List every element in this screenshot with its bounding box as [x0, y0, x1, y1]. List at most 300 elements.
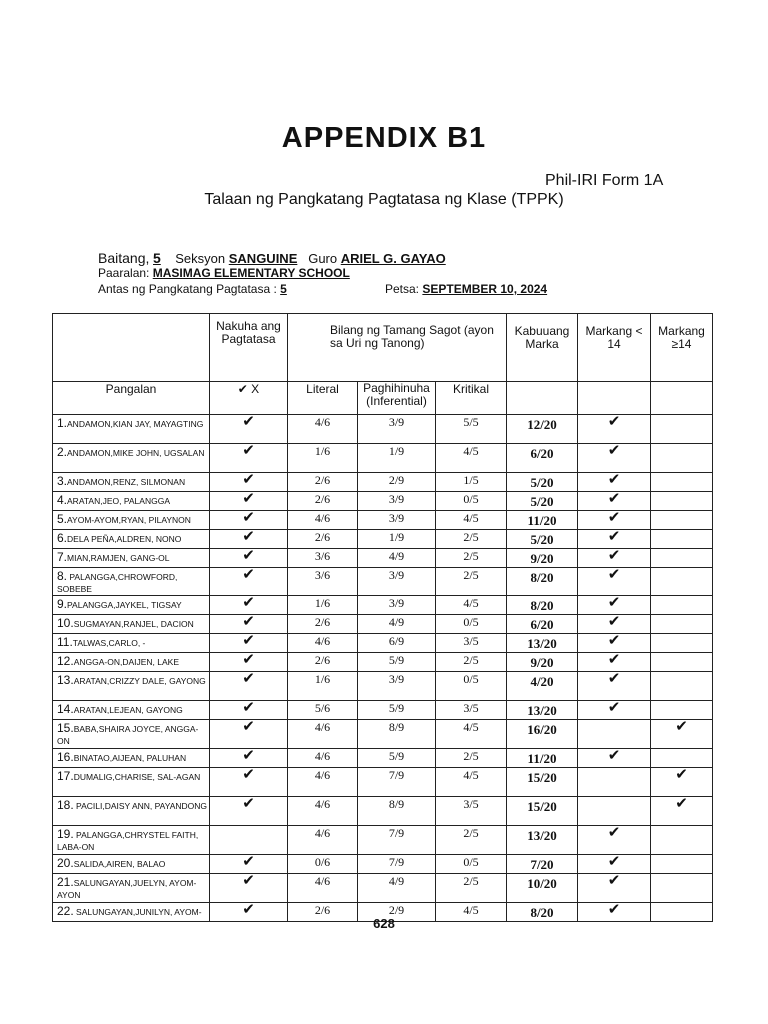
header-bilang: Bilang ng Tamang Sagot (ayon sa Uri ng Tanong): [288, 314, 507, 382]
checkmark-icon: ✔: [242, 547, 255, 564]
nakuha-cell: [210, 568, 288, 596]
inferential-score: 7/9: [358, 826, 436, 855]
student-number: 1.: [57, 416, 68, 430]
checkmark-icon: ✔: [607, 547, 621, 564]
inferential-score: 3/9: [358, 568, 436, 596]
student-number: 15.: [57, 721, 74, 735]
checkmark-icon: ✔: [607, 632, 621, 649]
total-score: 11/20: [507, 511, 578, 530]
total-score: 5/20: [507, 492, 578, 511]
kritikal-score: 4/5: [436, 444, 507, 473]
inferential-score: 1/9: [358, 530, 436, 549]
nakuha-cell: [210, 444, 288, 473]
markang-lt14-cell: [578, 874, 651, 903]
student-number: 10.: [57, 616, 74, 630]
table-row: [53, 615, 713, 634]
literal-score: 4/6: [288, 511, 358, 530]
nakuha-cell: [210, 634, 288, 653]
student-name-cell: [53, 615, 210, 634]
total-score: 6/20: [507, 444, 578, 473]
student-name: PACILI,DAISY ANN, PAYANDONG: [73, 801, 208, 811]
markang-ge14-cell: [651, 855, 713, 874]
student-name: ANDAMON,MIKE JOHN, UGSALAN: [67, 448, 205, 458]
kritikal-score: 0/5: [436, 492, 507, 511]
student-name-cell: [53, 444, 210, 473]
student-name: BINATAO,AIJEAN, PALUHAN: [73, 753, 187, 763]
markang-lt14-cell: [578, 473, 651, 492]
nakuha-cell: [210, 596, 288, 615]
header-blank-4: [651, 382, 713, 415]
nakuha-cell: [210, 653, 288, 672]
markang-ge14-cell: [651, 530, 713, 549]
literal-score: 4/6: [288, 634, 358, 653]
table-row: [53, 701, 713, 720]
student-name-cell: [53, 492, 210, 511]
markang-lt14-cell: [578, 444, 651, 473]
student-name: SALUNGAYAN,JUELYN, AYOM-AYON: [57, 878, 197, 900]
checkmark-icon: ✔: [607, 413, 621, 430]
checkmark-icon: ✔: [607, 824, 621, 841]
checkmark-icon: ✔: [242, 747, 255, 764]
inferential-score: 8/9: [358, 797, 436, 826]
markang-lt14-cell: [578, 797, 651, 826]
literal-score: 4/6: [288, 797, 358, 826]
guro-value: ARIEL G. GAYAO: [340, 251, 446, 266]
markang-ge14-cell: [651, 615, 713, 634]
kritikal-score: 5/5: [436, 415, 507, 444]
total-score: 13/20: [507, 701, 578, 720]
checkmark-icon: ✔: [242, 632, 255, 649]
checkmark-icon: ✔: [242, 613, 255, 630]
markang-ge14-cell: [651, 768, 713, 797]
student-number: 21.: [57, 875, 74, 889]
header-pangalan: Pangalan: [53, 382, 210, 415]
kritikal-score: 4/5: [436, 903, 507, 922]
header-blank-2: [507, 382, 578, 415]
table-row: [53, 596, 713, 615]
checkmark-icon: ✔: [242, 442, 255, 459]
total-score: 5/20: [507, 530, 578, 549]
table-row: [53, 530, 713, 549]
student-number: 14.: [57, 702, 74, 716]
total-score: 4/20: [507, 672, 578, 701]
checkmark-icon: ✔: [242, 490, 255, 507]
info-line-school: [98, 266, 350, 280]
nakuha-cell: [210, 797, 288, 826]
nakuha-cell: [210, 615, 288, 634]
header-kritikal: Kritikal: [436, 382, 507, 415]
inferential-score: 3/9: [358, 492, 436, 511]
markang-ge14-cell: [651, 701, 713, 720]
student-name-cell: [53, 511, 210, 530]
total-score: 13/20: [507, 826, 578, 855]
student-number: 8.: [57, 569, 68, 583]
inferential-score: 4/9: [358, 549, 436, 568]
student-name-cell: [53, 701, 210, 720]
kritikal-score: 2/5: [436, 530, 507, 549]
student-name: AYOM-AYOM,RYAN, PILAYNON: [67, 515, 191, 525]
literal-score: 1/6: [288, 672, 358, 701]
assessment-table: [52, 313, 713, 922]
student-number: 5.: [57, 512, 68, 526]
literal-score: 2/6: [288, 530, 358, 549]
markang-lt14-cell: [578, 749, 651, 768]
student-name: SUGMAYAN,RANJEL, DACION: [73, 619, 194, 629]
student-name: ANDAMON,RENZ, SILMONAN: [67, 477, 186, 487]
checkmark-icon: ✔: [242, 718, 255, 735]
student-name: ARATAN,CRIZZY DALE, GAYONG: [73, 676, 206, 686]
header-paghihinuha: Paghihinuha (Inferential): [358, 382, 436, 415]
checkmark-icon: ✔: [607, 853, 621, 870]
table-row: [53, 473, 713, 492]
nakuha-cell: [210, 549, 288, 568]
literal-score: 1/6: [288, 444, 358, 473]
student-number: 17.: [57, 769, 74, 783]
kritikal-score: 2/5: [436, 653, 507, 672]
literal-score: 0/6: [288, 855, 358, 874]
student-number: 13.: [57, 673, 74, 687]
student-name-cell: [53, 720, 210, 749]
student-name-cell: [53, 415, 210, 444]
page-title: APPENDIX B1: [281, 122, 487, 154]
markang-ge14-cell: [651, 596, 713, 615]
kritikal-score: 1/5: [436, 473, 507, 492]
checkmark-icon: ✔: [242, 872, 255, 889]
student-name: PALANGGA,CHROWFORD, SOBEBE: [57, 572, 178, 594]
student-number: 7.: [57, 550, 68, 564]
literal-score: 2/6: [288, 473, 358, 492]
student-name-cell: [53, 530, 210, 549]
header-nakuha: Nakuha ang Pagtatasa: [210, 314, 288, 382]
markang-lt14-cell: [578, 653, 651, 672]
total-score: 7/20: [507, 855, 578, 874]
student-name: MIAN,RAMJEN, GANG-OL: [67, 553, 170, 563]
student-number: 11.: [57, 635, 73, 649]
header-kabuuang: Kabuuang Marka: [507, 314, 578, 382]
table-row: [53, 568, 713, 596]
student-name: PALANGGA,JAYKEL, TIGSAY: [67, 600, 182, 610]
inferential-score: 4/9: [358, 874, 436, 903]
total-score: 15/20: [507, 768, 578, 797]
header-markang-lt14: Markang < 14: [578, 314, 651, 382]
total-score: 6/20: [507, 615, 578, 634]
markang-lt14-cell: [578, 855, 651, 874]
markang-lt14-cell: [578, 530, 651, 549]
total-score: 12/20: [507, 415, 578, 444]
kritikal-score: 4/5: [436, 768, 507, 797]
form-label: Phil-IRI Form 1A: [545, 172, 664, 189]
total-score: 8/20: [507, 903, 578, 922]
info-line-class: [98, 250, 446, 266]
kritikal-score: 2/5: [436, 549, 507, 568]
student-name: SALIDA,AIREN, BALAO: [73, 859, 166, 869]
total-score: 16/20: [507, 720, 578, 749]
student-name-cell: [53, 568, 210, 596]
inferential-score: 7/9: [358, 768, 436, 797]
markang-lt14-cell: [578, 634, 651, 653]
total-score: 13/20: [507, 634, 578, 653]
markang-lt14-cell: [578, 492, 651, 511]
checkmark-icon: ✔: [607, 872, 621, 889]
literal-score: 1/6: [288, 596, 358, 615]
literal-score: 4/6: [288, 874, 358, 903]
inferential-score: 1/9: [358, 444, 436, 473]
nakuha-cell: [210, 530, 288, 549]
petsa-value: SEPTEMBER 10, 2024: [422, 282, 548, 296]
student-number: 12.: [57, 654, 74, 668]
literal-score: 2/6: [288, 903, 358, 922]
nakuha-cell: [210, 492, 288, 511]
markang-ge14-cell: [651, 473, 713, 492]
markang-ge14-cell: [651, 749, 713, 768]
checkmark-icon: ✔: [607, 509, 621, 526]
kritikal-score: 0/5: [436, 672, 507, 701]
checkmark-icon: ✔: [607, 699, 621, 716]
antas-label: Antas ng Pangkatang Pagtatasa :: [98, 282, 277, 296]
seksyon-value: SANGUINE: [228, 251, 298, 266]
total-score: 8/20: [507, 568, 578, 596]
checkmark-icon: ✔: [607, 528, 621, 545]
inferential-score: 5/9: [358, 653, 436, 672]
table-row: [53, 768, 713, 797]
table-row: [53, 492, 713, 511]
checkmark-icon: ✔: [607, 613, 621, 630]
checkmark-icon: ✔: [242, 795, 255, 812]
header-literal: Literal: [288, 382, 358, 415]
table-row: [53, 672, 713, 701]
inferential-score: 3/9: [358, 511, 436, 530]
inferential-score: 2/9: [358, 903, 436, 922]
markang-lt14-cell: [578, 672, 651, 701]
table-row: [53, 549, 713, 568]
literal-score: 2/6: [288, 653, 358, 672]
kritikal-score: 2/5: [436, 568, 507, 596]
kritikal-score: 0/5: [436, 855, 507, 874]
table-row: [53, 874, 713, 903]
student-number: 22.: [57, 904, 74, 918]
kritikal-score: 2/5: [436, 826, 507, 855]
checkmark-icon: ✔: [675, 718, 688, 735]
literal-score: 5/6: [288, 701, 358, 720]
literal-score: 4/6: [288, 768, 358, 797]
student-number: 3.: [57, 474, 68, 488]
header-markang-ge14: Markang ≥14: [651, 314, 713, 382]
inferential-score: 3/9: [358, 672, 436, 701]
kritikal-score: 2/5: [436, 749, 507, 768]
student-name-cell: [53, 549, 210, 568]
student-name-cell: [53, 826, 210, 855]
student-name-cell: [53, 634, 210, 653]
literal-score: 4/6: [288, 749, 358, 768]
paaralan-label: Paaralan:: [98, 266, 150, 280]
markang-lt14-cell: [578, 511, 651, 530]
student-name-cell: [53, 596, 210, 615]
kritikal-score: 3/5: [436, 797, 507, 826]
student-number: 19.: [57, 827, 74, 841]
student-name: DUMALIG,CHARISE, SAL-AGAN: [73, 772, 201, 782]
checkmark-icon: ✔: [607, 901, 621, 918]
kritikal-score: 0/5: [436, 615, 507, 634]
student-number: 4.: [57, 493, 68, 507]
student-name: BABA,SHAIRA JOYCE, ANGGA-ON: [57, 724, 199, 746]
markang-lt14-cell: [578, 568, 651, 596]
checkmark-icon: ✔: [242, 853, 255, 870]
student-name-cell: [53, 855, 210, 874]
checkmark-icon: ✔: [675, 766, 688, 783]
checkmark-icon: ✔: [607, 670, 621, 687]
markang-ge14-cell: [651, 826, 713, 855]
nakuha-cell: [210, 768, 288, 797]
markang-ge14-cell: [651, 874, 713, 903]
nakuha-cell: [210, 826, 288, 855]
petsa-label: Petsa:: [385, 282, 420, 296]
literal-score: 2/6: [288, 492, 358, 511]
student-name: ANDAMON,KIAN JAY, MAYAGTING: [67, 419, 204, 429]
checkmark-icon: ✔: [242, 766, 255, 783]
checkmark-icon: ✔: [607, 747, 621, 764]
seksyon-label: Seksyon: [175, 251, 226, 266]
student-name-cell: [53, 874, 210, 903]
total-score: 11/20: [507, 749, 578, 768]
total-score: 10/20: [507, 874, 578, 903]
baitang-value: 5: [153, 250, 161, 266]
kritikal-score: 3/5: [436, 634, 507, 653]
markang-ge14-cell: [651, 653, 713, 672]
kritikal-score: 4/5: [436, 596, 507, 615]
markang-lt14-cell: [578, 596, 651, 615]
inferential-score: 7/9: [358, 855, 436, 874]
table-row: [53, 634, 713, 653]
checkmark-icon: ✔: [242, 528, 255, 545]
student-name: ARATAN,LEJEAN, GAYONG: [73, 705, 183, 715]
total-score: 5/20: [507, 473, 578, 492]
student-name-cell: [53, 749, 210, 768]
student-name: TALWAS,CARLO, -: [72, 638, 146, 648]
student-number: 18.: [57, 798, 74, 812]
student-name-cell: [53, 653, 210, 672]
total-score: 9/20: [507, 549, 578, 568]
literal-score: 4/6: [288, 415, 358, 444]
inferential-score: 4/9: [358, 615, 436, 634]
nakuha-cell: [210, 701, 288, 720]
inferential-score: 3/9: [358, 596, 436, 615]
baitang-label: Baitang,: [98, 250, 150, 266]
checkmark-icon: ✔: [607, 566, 621, 583]
markang-ge14-cell: [651, 797, 713, 826]
nakuha-cell: [210, 855, 288, 874]
table-row: [53, 653, 713, 672]
table-row: [53, 797, 713, 826]
literal-score: 4/6: [288, 826, 358, 855]
kritikal-score: 4/5: [436, 511, 507, 530]
inferential-score: 5/9: [358, 749, 436, 768]
table-row: [53, 749, 713, 768]
total-score: 9/20: [507, 653, 578, 672]
checkmark-icon: ✔: [242, 566, 255, 583]
checkmark-icon: ✔: [242, 699, 255, 716]
student-name-cell: [53, 672, 210, 701]
kritikal-score: 2/5: [436, 874, 507, 903]
nakuha-cell: [210, 874, 288, 903]
guro-label: Guro: [308, 251, 338, 266]
total-score: 15/20: [507, 797, 578, 826]
literal-score: 3/6: [288, 568, 358, 596]
markang-ge14-cell: [651, 549, 713, 568]
markang-ge14-cell: [651, 492, 713, 511]
literal-score: 4/6: [288, 720, 358, 749]
info-line-date: [385, 282, 547, 296]
inferential-score: 8/9: [358, 720, 436, 749]
info-line-level: [98, 282, 287, 296]
markang-ge14-cell: [651, 672, 713, 701]
student-name-cell: [53, 797, 210, 826]
student-name: DELA PEÑA,ALDREN, NONO: [67, 534, 182, 544]
student-number: 6.: [57, 531, 68, 545]
page-number: 628: [373, 916, 395, 931]
checkmark-icon: ✔: [242, 651, 255, 668]
header-blank: [53, 314, 210, 382]
markang-lt14-cell: [578, 720, 651, 749]
markang-ge14-cell: [651, 511, 713, 530]
nakuha-cell: [210, 511, 288, 530]
inferential-score: 5/9: [358, 701, 436, 720]
literal-score: 2/6: [288, 615, 358, 634]
antas-value: 5: [280, 282, 287, 296]
student-name-cell: [53, 768, 210, 797]
checkmark-icon: ✔: [607, 442, 621, 459]
inferential-score: 3/9: [358, 415, 436, 444]
student-name-cell: [53, 473, 210, 492]
student-name: SALUNGAYAN,JUNILYN, AYOM-: [73, 907, 202, 917]
checkmark-icon: ✔: [607, 471, 621, 488]
table-body: [53, 415, 713, 922]
checkmark-icon: ✔: [242, 594, 255, 611]
student-number: 20.: [57, 856, 74, 870]
table-row: [53, 855, 713, 874]
checkmark-icon: ✔: [675, 795, 688, 812]
student-name: ANGGA-ON,DAIJEN, LAKE: [73, 657, 180, 667]
kritikal-score: 4/5: [436, 720, 507, 749]
student-number: 16.: [57, 750, 74, 764]
paaralan-value: MASIMAG ELEMENTARY SCHOOL: [152, 266, 350, 280]
markang-ge14-cell: [651, 720, 713, 749]
markang-lt14-cell: [578, 768, 651, 797]
checkmark-icon: ✔: [242, 471, 255, 488]
checkmark-icon: ✔: [607, 651, 621, 668]
checkmark-icon: ✔: [607, 594, 621, 611]
table-row: [53, 826, 713, 855]
student-name: ARATAN,JEO, PALANGGA: [67, 496, 170, 506]
nakuha-cell: [210, 415, 288, 444]
student-name: PALANGGA,CHRYSTEL FAITH, LABA-ON: [57, 830, 199, 852]
markang-ge14-cell: [651, 444, 713, 473]
markang-lt14-cell: [578, 549, 651, 568]
student-number: 2.: [57, 445, 68, 459]
markang-ge14-cell: [651, 568, 713, 596]
markang-lt14-cell: [578, 701, 651, 720]
table-row: [53, 444, 713, 473]
student-number: 9.: [57, 597, 68, 611]
checkmark-icon: ✔: [242, 670, 255, 687]
markang-ge14-cell: [651, 415, 713, 444]
checkmark-icon: ✔: [242, 413, 255, 430]
nakuha-cell: [210, 720, 288, 749]
header-blank-3: [578, 382, 651, 415]
table-row: [53, 511, 713, 530]
literal-score: 3/6: [288, 549, 358, 568]
table-row: [53, 415, 713, 444]
table-row: [53, 720, 713, 749]
